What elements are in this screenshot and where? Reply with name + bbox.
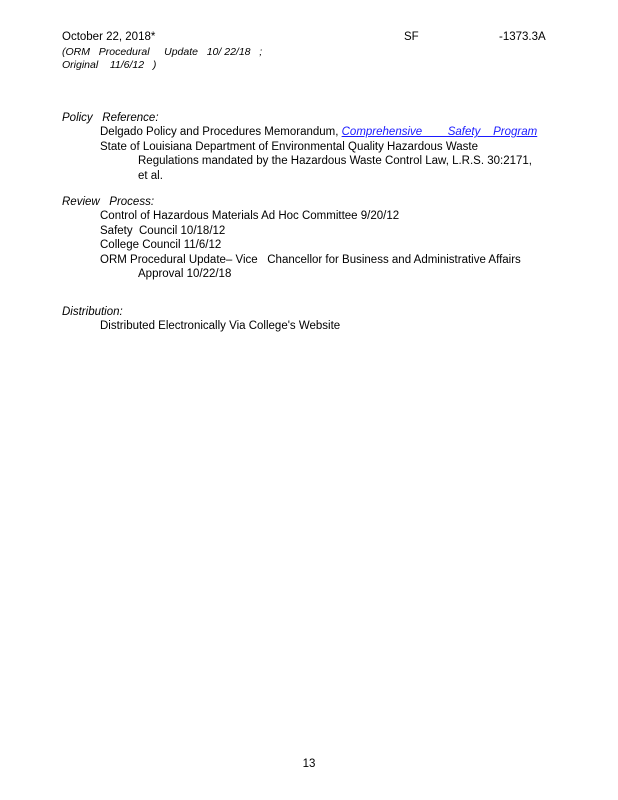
header-form-code: SF (404, 31, 419, 43)
policy-reference-line-3: Regulations mandated by the Hazardous Waste Control Law, L.R.S. 30:2171, (138, 155, 532, 167)
review-process-heading: Review Process: (62, 196, 155, 208)
policy-reference-heading: Policy Reference: (62, 112, 159, 124)
header-revision-line-1: (ORM Procedural Update 10/ 22/18 ; (62, 46, 263, 58)
page-footer (0, 758, 618, 770)
policy-reference-line-2: State of Louisiana Department of Environmental Quality Hazardous Waste (100, 140, 478, 153)
review-process-item: Control of Hazardous Materials Ad Hoc Committee 9/20/12 (100, 210, 400, 222)
section-review-process (62, 195, 582, 282)
header-top-row (62, 30, 562, 44)
policy-reference-line-4: et al. (138, 169, 163, 182)
header-document-number: -1373.3A (499, 31, 546, 43)
comprehensive-safety-program-link[interactable]: Comprehensive Safety Program (341, 126, 538, 138)
header-date: October 22, 2018* (62, 31, 156, 43)
review-process-item-continuation: Approval 10/22/18 (138, 268, 232, 280)
policy-reference-body (100, 125, 582, 183)
distribution-line-1: Distributed Electronically Via College's Website (100, 320, 341, 332)
section-distribution (62, 305, 582, 334)
document-header (62, 30, 562, 71)
policy-reference-line-1 (100, 125, 582, 140)
review-process-item: Safety Council 10/18/12 (100, 224, 226, 237)
review-process-body (100, 209, 582, 282)
review-process-item: ORM Procedural Update– Vice Chancellor for Business and Administrative Affairs (100, 253, 521, 266)
policy-reference-line-1-text: Delgado Policy and Procedures Memorandum, (100, 126, 342, 138)
header-revision-line-2: Original 11/6/12 ) (62, 58, 157, 71)
distribution-body (100, 319, 582, 334)
review-process-item: College Council 11/6/12 (100, 239, 222, 251)
page-number: 13 (302, 758, 316, 770)
distribution-heading: Distribution: (62, 306, 123, 318)
section-policy-reference (62, 111, 582, 183)
